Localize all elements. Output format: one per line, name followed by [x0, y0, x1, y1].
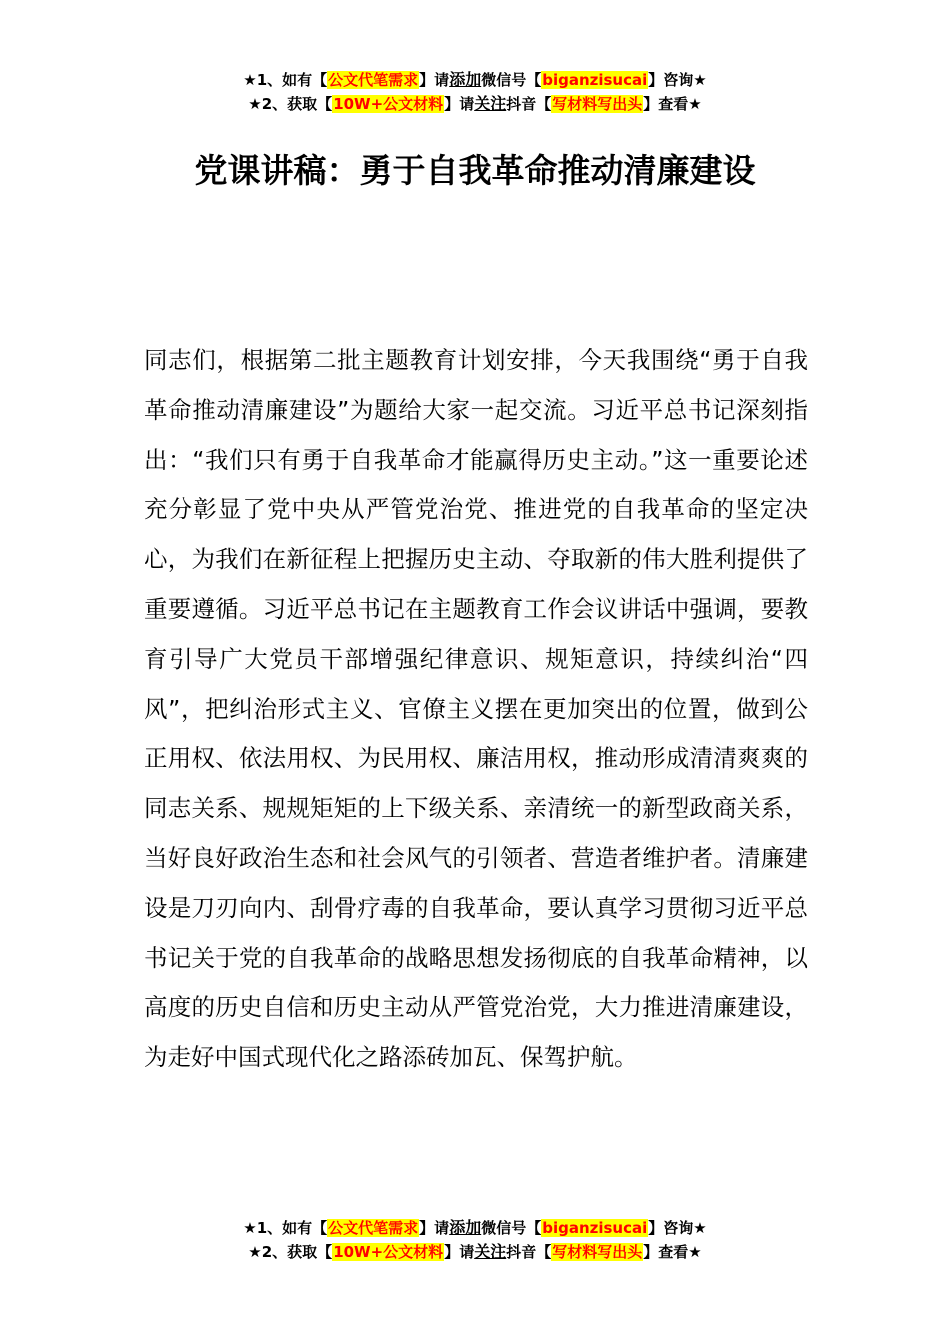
banner-text: 】请 — [419, 1219, 450, 1237]
highlight-douyin-account: 写材料写出头 — [552, 1243, 643, 1261]
highlight-service: 公文代笔需求 — [328, 71, 419, 89]
highlight-wechat-id: biganzisucai — [542, 1219, 648, 1237]
banner-text: 】查看★ — [643, 1243, 702, 1261]
banner-text: 】请 — [419, 71, 450, 89]
footer-banner-line-2 — [0, 1240, 950, 1264]
header-banner-line-2 — [0, 92, 950, 116]
banner-text: ★2、获取【 — [248, 1243, 333, 1261]
highlight-douyin-account: 写材料写出头 — [552, 95, 643, 113]
banner-text: 微信号【 — [481, 71, 542, 89]
header-banner — [0, 68, 950, 116]
footer-banner-line-1 — [0, 1216, 950, 1240]
banner-text: 】请 — [444, 95, 475, 113]
header-banner-line-1 — [0, 68, 950, 92]
banner-underlined: 关注 — [474, 1242, 507, 1261]
banner-text: 】请 — [444, 1243, 475, 1261]
body-paragraph: 同志们，根据第二批主题教育计划安排，今天我围绕“勇于自我革命推动清廉建设”为题给大家一起交流。习近平总书记深刻指出：“我们只有勇于自我革命才能赢得历史主动。”这一重要论述充分彰显了党中央从严管党治党、推进党的自我革命的坚定决心，为我们在新征程上把握历史主动、夺取新的伟大胜利提供了重要遵循。习近平总书记在主题教育工作会议讲话中强调，要教育引导广大党员干部增强纪律意识、规矩意识，持续纠治“四风”，把纠治形式主义、官僚主义摆在更加突出的位置，做到公正用权、依法用权、为民用权、廉洁用权，推动形成清清爽爽的同志关系、规规矩矩的上下级关系、亲清统一的新型政商关系，当好良好政治生态和社会风气的引领者、营造者维护者。清廉建设是刀刃向内、刮骨疗毒的自我革命，要认真学习贯彻习近平总书记关于党的自我革命的战略思想发扬彻底的自我革命精神，以高度的历史自信和历史主动从严管党治党，大力推进清廉建设，为走好中国式现代化之路添砖加瓦、保驾护航。 — [144, 346, 808, 1072]
banner-text: 】查看★ — [643, 95, 702, 113]
highlight-wechat-id: biganzisucai — [542, 71, 648, 89]
banner-underlined: 添加 — [449, 1218, 482, 1237]
banner-underlined: 添加 — [449, 70, 482, 89]
document-title: 党课讲稿：勇于自我革命推动清廉建设 — [194, 151, 756, 190]
banner-text: 抖音【 — [506, 95, 552, 113]
highlight-materials: 10W+公文材料 — [333, 95, 444, 113]
banner-text: 抖音【 — [506, 1243, 552, 1261]
banner-text: 】咨询★ — [648, 1219, 707, 1237]
banner-text: ★2、获取【 — [248, 95, 333, 113]
banner-text: 微信号【 — [481, 1219, 542, 1237]
highlight-service: 公文代笔需求 — [328, 1219, 419, 1237]
banner-text: 】咨询★ — [648, 71, 707, 89]
banner-text: ★1、如有【 — [243, 1219, 328, 1237]
banner-underlined: 关注 — [474, 94, 507, 113]
footer-banner — [0, 1216, 950, 1264]
highlight-materials: 10W+公文材料 — [333, 1243, 444, 1261]
banner-text: ★1、如有【 — [243, 71, 328, 89]
